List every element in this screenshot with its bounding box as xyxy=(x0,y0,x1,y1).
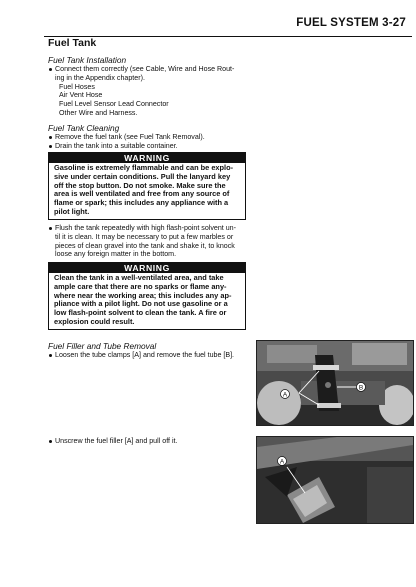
callout-a: A xyxy=(282,391,288,399)
warning-label: WARNING xyxy=(49,153,245,163)
callout-a: A xyxy=(279,458,285,466)
warning-text xyxy=(49,163,245,219)
cleaning-bullets xyxy=(48,133,248,151)
warning-line: pliance with a pilot light. Do not use gasoline or a xyxy=(54,299,228,309)
photo-fuel-tube-drawing xyxy=(257,341,413,425)
installation-item: Fuel Hoses xyxy=(59,82,95,91)
warning-label: WARNING xyxy=(49,263,245,273)
warning-line: explosion could result. xyxy=(54,316,135,326)
installation-item: Other Wire and Harness. xyxy=(59,108,138,117)
warning-line: Gasoline is extremely flammable and can be explo- xyxy=(54,163,234,172)
page-header xyxy=(44,17,412,32)
cleaning-heading: Fuel Tank Cleaning xyxy=(48,123,120,133)
photo-fuel-tube xyxy=(256,340,414,426)
warning-line: pilot light. xyxy=(54,206,90,216)
filler-step2 xyxy=(48,437,253,446)
filler-heading: Fuel Filler and Tube Removal xyxy=(48,341,157,351)
warning-line: off the stop button. Do not smoke. Make sure the xyxy=(54,180,226,190)
filler-step2-bullet: Unscrew the fuel filler [A] and pull off it. xyxy=(48,437,253,446)
warning-text xyxy=(49,273,245,329)
header-rule xyxy=(44,36,412,37)
photo-fuel-filler xyxy=(256,436,414,524)
installation-bullet xyxy=(48,65,248,83)
flush-line: pieces of clean gravel into the tank and shake it, to knock xyxy=(55,241,235,250)
photo-fuel-filler-drawing xyxy=(257,437,413,523)
warning-line: low flash-point solvent to clean the tank. A fire or xyxy=(54,308,227,318)
warning-box-2 xyxy=(48,262,246,330)
warning-box-1 xyxy=(48,152,246,220)
installation-heading: Fuel Tank Installation xyxy=(48,55,127,65)
flush-line: Flush the tank repeatedly with high flash-point solvent un- xyxy=(55,224,236,232)
cleaning-bullet: Remove the fuel tank (see Fuel Tank Removal). xyxy=(48,133,248,142)
flush-line: til it is clean. It may be necessary to put a few marbles or xyxy=(55,232,234,241)
warning-line: where near the working area; this includes any ap- xyxy=(54,290,232,300)
header-title: FUEL SYSTEM 3-27 xyxy=(296,17,406,29)
installation-bullet-line1: Connect them correctly (see Cable, Wire and Hose Rout- xyxy=(55,65,235,73)
warning-line: sive under certain conditions. Pull the lanyard key xyxy=(54,171,231,181)
flush-bullet xyxy=(48,224,248,259)
warning-line: Clean the tank in a well-ventilated area, and take xyxy=(54,273,224,282)
section-title: Fuel Tank xyxy=(48,37,97,49)
warning-line: flame or spark; this includes any appliance with a xyxy=(54,198,229,208)
installation-bullet-line2: ing in the Appendix chapter). xyxy=(55,73,145,82)
flush-text xyxy=(48,224,248,259)
warning-line: area is well ventilated and free from any source of xyxy=(54,189,230,199)
installation-item: Air Vent Hose xyxy=(59,91,103,100)
warning-line: ample care that there are no sparks or flame any- xyxy=(54,281,227,291)
cleaning-bullet: Drain the tank into a suitable container. xyxy=(48,142,248,151)
flush-line: loose any foreign matter in the bottom. xyxy=(55,250,177,259)
filler-step1-bullet: Loosen the tube clamps [A] and remove the fuel tube [B]. xyxy=(48,351,253,360)
callout-b: B xyxy=(358,384,364,392)
installation-text xyxy=(48,65,248,118)
filler-step1 xyxy=(48,351,253,360)
installation-item: Fuel Level Sensor Lead Connector xyxy=(59,100,169,109)
